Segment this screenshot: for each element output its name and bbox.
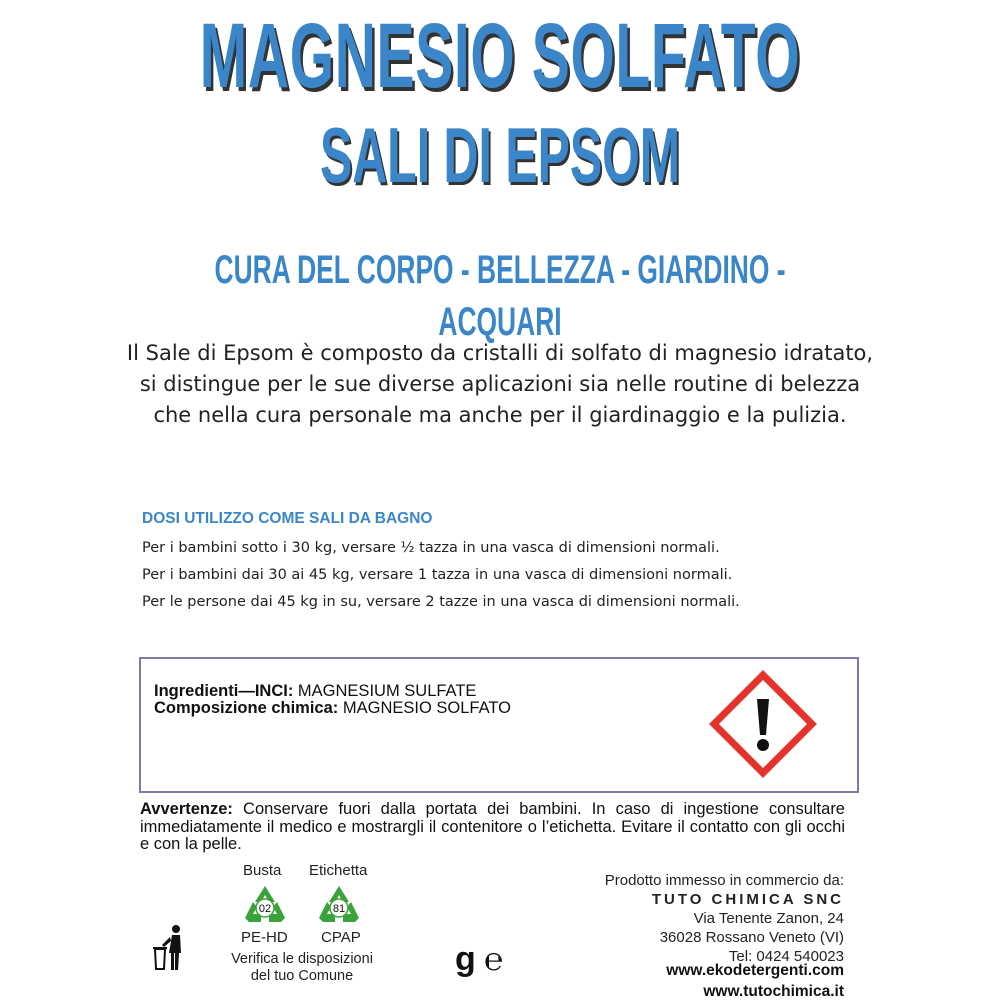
estimated-sign: g bbox=[455, 940, 476, 978]
note-line-2: del tuo Comune bbox=[250, 968, 354, 984]
producer-city: 36028 Rossano Veneto (VI) bbox=[659, 929, 844, 946]
dosi-line: Per i bambini sotto i 30 kg, versare ½ tazza in una vasca di dimensioni normali. bbox=[142, 540, 720, 556]
website-link[interactable]: www.tutochimica.it bbox=[703, 983, 844, 1000]
website-link[interactable]: www.ekodetergenti.com bbox=[666, 962, 844, 979]
inci-line bbox=[154, 682, 476, 700]
websites bbox=[666, 960, 844, 1002]
dosi-line: Per i bambini dai 30 ai 45 kg, versare 1 tazza in una vasca di dimensioni normali. bbox=[142, 567, 733, 583]
product-description: Il Sale di Epsom è composto da cristalli di solfato di magnesio idratato, si distingue per le sue diverse aplicazioni sia nelle routine di belezza che nella cura personale ma anche per il giardinaggio e la pulizia. bbox=[126, 341, 874, 427]
bag-number: 02 bbox=[258, 903, 272, 915]
inci-value: MAGNESIUM SULFATE bbox=[293, 682, 477, 700]
label-code: CPAP bbox=[321, 929, 361, 946]
recycle-icon bbox=[241, 884, 289, 928]
bag-code: PE-HD bbox=[241, 929, 288, 946]
product-tagline: CURA DEL CORPO - BELLEZZA - GIARDINO - ACQUARI bbox=[214, 248, 786, 344]
product-title: MAGNESIO SOLFATO bbox=[199, 5, 801, 107]
warnings-body: Conservare fuori dalla portata dei bambini. In caso di ingestione consultare immediatamente il medico e mostrargli il contenitore o l’etichetta. Evitare il contatto con gli occhi e con la pelle. bbox=[140, 800, 845, 853]
producer-intro: Prodotto immesso in commercio da: bbox=[604, 872, 844, 889]
dosi-line: Per le persone dai 45 kg in su, versare 2 tazze in una vasca di dimensioni normali. bbox=[142, 594, 740, 610]
producer-street: Via Tenente Zanon, 24 bbox=[693, 910, 844, 927]
estimated-e-icon: ℮ bbox=[484, 940, 504, 978]
producer-company: TUTO CHIMICA SNC bbox=[651, 891, 844, 908]
label-number: 81 bbox=[332, 903, 346, 915]
ghs-exclamation-icon bbox=[708, 669, 818, 779]
recycle-icon bbox=[315, 884, 363, 928]
producer-info bbox=[605, 871, 844, 966]
label-label: Etichetta bbox=[309, 862, 368, 879]
note-line-1: Verifica le disposizioni bbox=[231, 951, 373, 967]
product-subtitle: SALI DI EPSOM bbox=[319, 111, 681, 199]
chem-value: MAGNESIO SOLFATO bbox=[338, 699, 511, 717]
chem-label: Composizione chimica: bbox=[154, 699, 339, 717]
bag-label: Busta bbox=[243, 862, 282, 879]
warnings-text bbox=[140, 801, 845, 854]
inci-label: Ingredienti—INCI: bbox=[154, 682, 294, 700]
chem-line bbox=[154, 699, 511, 717]
producer-phone: Tel: 0424 540023 bbox=[728, 948, 844, 965]
warnings-label: Avvertenze: bbox=[140, 800, 233, 818]
dosi-title: DOSI UTILIZZO COME SALI DA BAGNO bbox=[142, 510, 433, 527]
trash-bin-person-icon bbox=[150, 923, 190, 973]
recycling-note bbox=[212, 951, 392, 985]
ingredients-box bbox=[139, 657, 859, 793]
